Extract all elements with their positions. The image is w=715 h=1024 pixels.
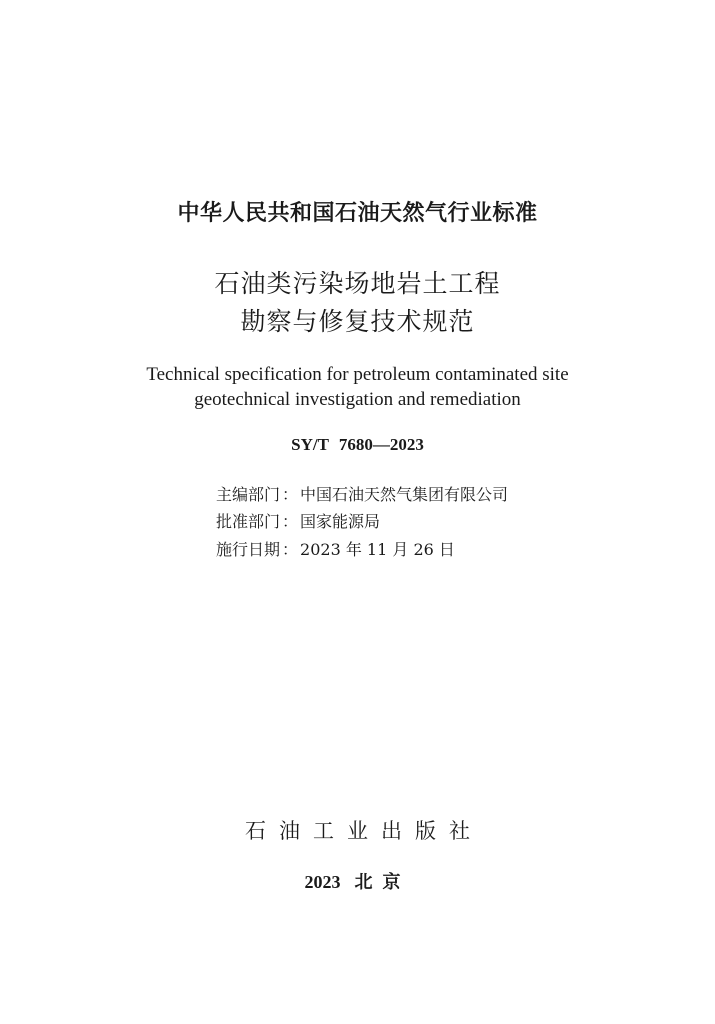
effective-date-row xyxy=(216,537,455,560)
effective-separator: ： xyxy=(282,540,299,559)
approver-separator: ： xyxy=(282,512,299,531)
editor-separator: ： xyxy=(282,485,299,504)
english-title-line-1: Technical specification for petroleum contaminated site xyxy=(146,364,569,385)
approver-department-row xyxy=(216,509,380,532)
editor-department-row xyxy=(216,482,508,505)
approver-label: 批准部门 xyxy=(216,512,281,531)
approver-value: 国家能源局 xyxy=(300,512,381,531)
chinese-title-line-2: 勘察与修复技术规范 xyxy=(240,307,475,336)
english-title-line-2: geotechnical investigation and remediation xyxy=(194,389,521,410)
imprint-line xyxy=(0,868,715,894)
industry-standard-heading: 中华人民共和国石油天然气行业标准 xyxy=(177,201,538,226)
imprint-year: 2023 xyxy=(304,872,341,892)
standard-code: SY/T 7680—2023 xyxy=(291,435,424,454)
publisher-name: 石油工业出版社 xyxy=(245,819,483,843)
effective-label: 施行日期 xyxy=(216,540,281,559)
effective-value: 2023 年 11 月 26 日 xyxy=(300,540,455,559)
editor-label: 主编部门 xyxy=(216,485,281,504)
chinese-title-line-1: 石油类污染场地岩土工程 xyxy=(214,269,501,298)
imprint-city: 北京 xyxy=(354,872,411,893)
editor-value: 中国石油天然气集团有限公司 xyxy=(300,485,509,504)
